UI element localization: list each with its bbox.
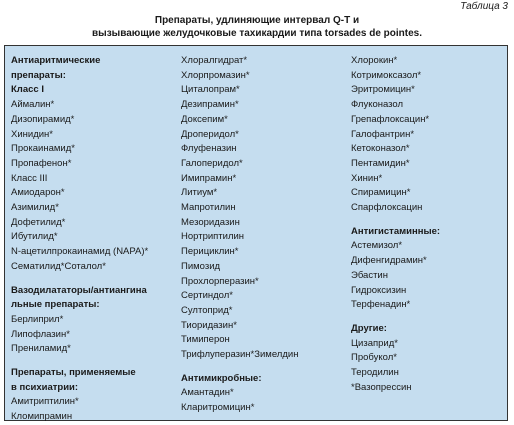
drug-item: Тиоридазин*	[181, 319, 237, 331]
drug-item: Хлорпромазин*	[181, 69, 250, 81]
drug-item: Теродилин	[351, 367, 399, 379]
drug-item: Ибутилид*	[11, 231, 58, 243]
drug-item: Пентамидин*	[351, 157, 410, 169]
section-heading: Другие:	[351, 322, 387, 334]
drug-list	[351, 239, 501, 313]
drug-list	[11, 395, 169, 424]
drug-item: Флуфеназин	[181, 143, 237, 155]
drug-item: Спарфлоксацин	[351, 202, 423, 214]
drug-item: Галофантрин*	[351, 128, 415, 140]
drug-item: Эбастин	[351, 269, 388, 281]
drug-item: Имипрамин*	[181, 172, 237, 184]
section-heading: Антиаритмические	[11, 55, 101, 66]
drug-item: Амантадин*	[181, 387, 234, 399]
drug-item: Азимилид*	[11, 202, 59, 214]
drug-item: Сематилид*Соталол*	[11, 260, 106, 272]
subsection-heading: Класс I	[11, 84, 44, 96]
drug-item: Кетоконазол*	[351, 143, 410, 155]
drug-item: Эритромицин*	[351, 84, 415, 96]
drug-item: Гидроксизин	[351, 284, 407, 296]
drug-item: Кларитромицин*	[181, 402, 255, 414]
drug-item: Липофлазин*	[11, 328, 70, 340]
drug-item: Пропафенон*	[11, 157, 72, 169]
table-title	[0, 14, 514, 40]
drug-item: Хинин*	[351, 172, 383, 184]
title-line-1: Препараты, удлиняющие интервал Q-T и	[154, 15, 360, 26]
drug-item: Тимиперон	[181, 334, 230, 346]
drug-item: Дизопирамид*	[11, 113, 75, 125]
section-heading: Антимикробные:	[181, 372, 262, 384]
drug-item: Циталопрам*	[181, 84, 240, 96]
drug-item: Прохлорперазин*	[181, 275, 259, 287]
drug-list	[351, 337, 501, 396]
column-3	[351, 54, 501, 395]
drug-item: Берлиприл*	[11, 313, 64, 325]
drug-table	[4, 45, 508, 421]
drug-item: Астемизол*	[351, 240, 403, 252]
drug-item: Мапротилин	[181, 202, 236, 214]
drug-item: Амитриптилин*	[11, 396, 79, 408]
drug-item: Прокаинамид*	[11, 143, 75, 155]
drug-item: Терфенадин*	[351, 299, 411, 311]
drug-item: Дифенгидрамин*	[351, 255, 427, 267]
drug-item: Цизаприд*	[351, 337, 398, 349]
drug-list	[11, 313, 169, 357]
drug-item: Аймалин*	[11, 99, 55, 111]
section-heading: препараты:	[11, 69, 66, 81]
column-1	[11, 54, 169, 425]
section-heading: Препараты, применяемые	[11, 367, 136, 379]
drug-item: Хлорокин*	[351, 55, 398, 66]
drug-list	[351, 54, 501, 216]
drug-item: Класс III	[11, 172, 48, 184]
drug-item: Мезоридазин	[181, 216, 240, 228]
column-2	[181, 54, 341, 416]
drug-item: Доксепим*	[181, 113, 228, 125]
section-heading: Вазодилататоры/антиангина	[11, 284, 147, 296]
drug-item: Спирамицин*	[351, 187, 411, 199]
drug-item: *Вазопрессин	[351, 381, 412, 393]
drug-item: Литиум*	[181, 187, 218, 199]
drug-item: Котримоксазол*	[351, 69, 422, 81]
drug-item: Хлоралгидрат*	[181, 55, 248, 66]
drug-item: Дроперидол*	[181, 128, 239, 140]
drug-list	[181, 386, 341, 415]
drug-item: Дезипрамин*	[181, 99, 239, 111]
section-heading: в психиатрии:	[11, 381, 79, 393]
drug-list	[181, 54, 341, 363]
drug-item: Пробукол*	[351, 352, 397, 364]
drug-item: N-ацетилпрокаинамид (NAPA)*	[11, 246, 149, 258]
drug-item: Дофетилид*	[11, 216, 66, 228]
title-line-2: вызывающие желудочковые тахикардии типа torsades de pointes.	[92, 28, 422, 39]
drug-item: Галоперидол*	[181, 157, 243, 169]
drug-list	[11, 98, 169, 274]
drug-item: Пимозид	[181, 260, 221, 272]
table-number-label: Таблица 3	[460, 1, 508, 12]
section-heading: льные препараты:	[11, 299, 100, 311]
drug-item: Сертиндол*	[181, 290, 233, 302]
drug-item: Перициклин*	[181, 246, 239, 258]
section-heading: Антигистаминные:	[351, 225, 441, 237]
drug-item: Грепафлоксацин*	[351, 113, 430, 125]
drug-item: Трифлуперазин*Зимелдин	[181, 349, 299, 361]
drug-item: Флуконазол	[351, 99, 404, 111]
drug-item: Кломипрамин	[11, 411, 73, 423]
drug-item: Прениламид*	[11, 343, 71, 355]
drug-item: Нортриптилин	[181, 231, 245, 243]
drug-item: Хинидин*	[11, 128, 53, 140]
drug-item: Амиодарон*	[11, 187, 65, 199]
drug-item: Султоприд*	[181, 304, 233, 316]
